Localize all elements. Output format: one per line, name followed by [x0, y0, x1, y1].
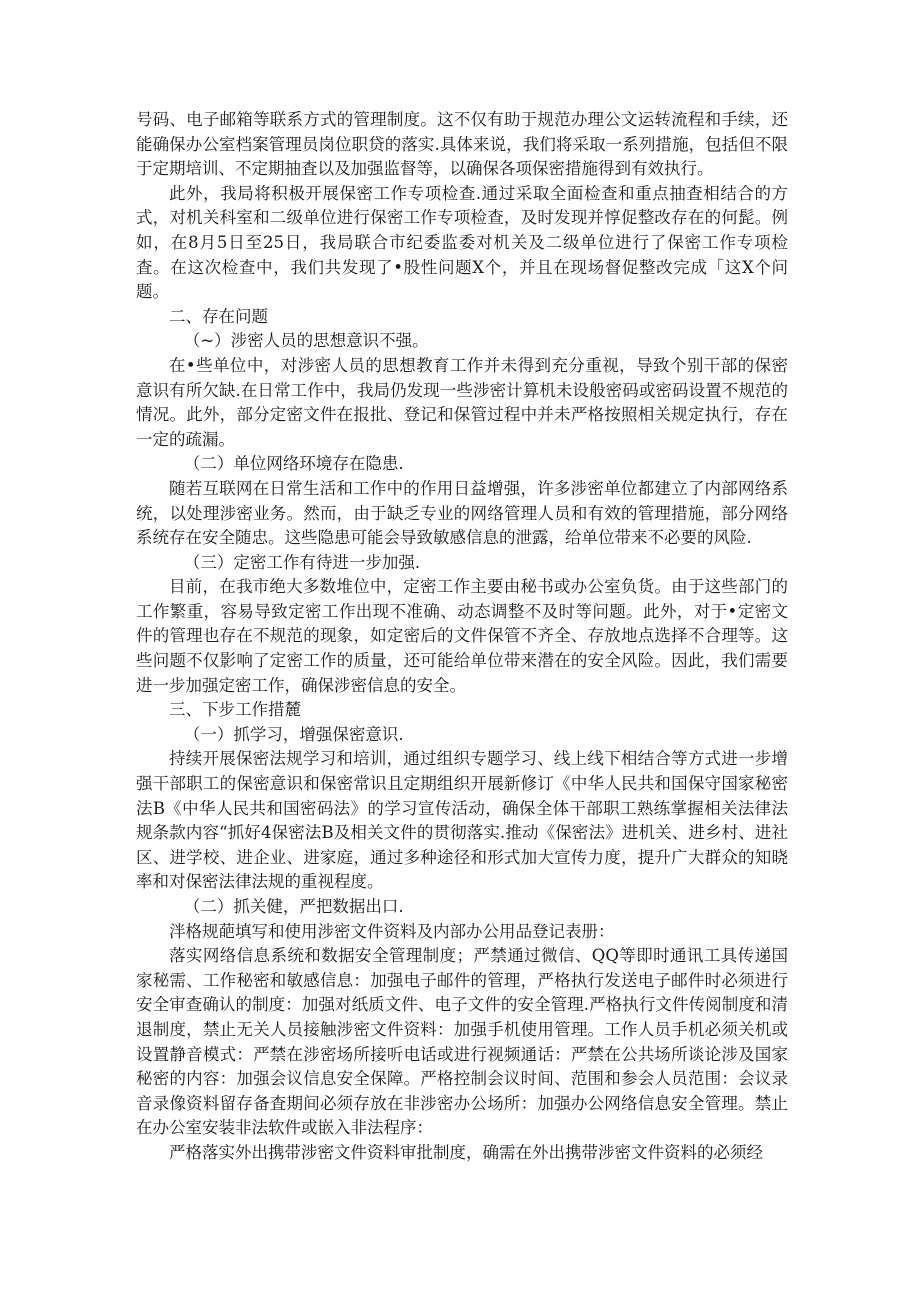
paragraph-classification: 目前，在我市绝大多数堆位中，定密工作主要由秘书或办公室负货。由于这些部门的工作繁重，容易导致定密工作出现不准确、动态调整不及时等问题。此外，对于•定密文件的管理也存在不规范的现象，如定密后的文件保管不齐全、存放地点选择不合理等。这些问题不仅影响了定密工作的质量，还可能给单位带来潜在的安全风险。因此，我们需要进一步加强定密工作，确保涉密信息的安全。: [136, 577, 788, 695]
subheading-data-export: （二）抓关健，严把数据出口.: [183, 897, 404, 916]
section-heading-problems: 二、存在问题: [169, 306, 268, 326]
paragraph-registration: 泮格规葩填写和使用涉密文件资料及内部办公用品登记表册：: [169, 921, 615, 941]
subheading-awareness: （~）涉密人员的思想意识不强。: [183, 331, 429, 351]
paragraph-awareness: 在•些单位中，对涉密人员的思想教育工作并未得到充分重视，导致个别干部的保密意识有所欠缺.在日常工作中，我局仍发现一些涉密计算机未设般密码或密码设置不规范的情况。此外，部分定密文件在报批、登记和保管过程中并未严格按照相关规定执行，存在一定的疏漏。: [136, 355, 788, 449]
paragraph-network: 随若互联网在日常生活和工作中的作用日益增强，许多涉密单位都建立了内部网络系统，以处理涉密业务。然而，由于缺乏专业的网络管理人员和有效的管理措施，部分网络系统存在安全随忠。这些隐患可能会导致敏感信息的泄露，给单位带来不必要的风险.: [136, 478, 788, 548]
paragraph-carry-approval: 严格落实外出携带涉密文件资料审批制度，确需在外出携带涉密文件资料的必须经: [169, 1142, 763, 1162]
subheading-classification: （三）定密工作有待进一步加强.: [183, 552, 421, 572]
paragraph-network-security: 落实网络信息系统和数据安全管理制度；严禁通过微信、QQ等即时通讯工具传递国家秘需、工作秘密和敏感信息：加强电子邮件的管理，严格执行发送电子邮件时必须进行安全审查确认的制度：加强对纸质文件、电子文件的安全管理.严格执行文件传阅制度和清退制度，禁止无关人员接触涉密文件资料：加强手机使用管理。工作人员手机必须关机或设置静音模式：严禁在涉密场所接听电话或进行视频通话：严禁在公共场所谈论涉及国家秘密的内容：加强会议信息安全保障。严格控制会议时间、范围和参会人员范围：会议录音录像资料留存备査期间必须存放在非涉密办公场所：加强办公网络信息安全管理。禁止在办公室安装非法软件或嵌入非法程序：: [136, 946, 788, 1138]
subheading-network: （二）单位网络环境存在隐患.: [183, 454, 404, 474]
document-page: [136, 108, 788, 1166]
paragraph-study: 持续开展保密法规学习和培训，通过组织专题学习、线上线下相结合等方式进一步增强干部职工的保密意识和保密常识且定期组织开展新修订《中华人民共和国保守国家秘密法B《中华人民共和国密码法》的学习宣传活动，确保全体干部职工熟练掌握相关法律法规条款内容“抓好4保密法B及相关文件的贯彻落实.推动《保密法》进机关、进乡村、进社区、进学校、进企业、进家庭，通过多种途径和形式加大宣传力度，提升广大群众的知晓率和对保密法律法规的重视程度。: [136, 749, 788, 892]
paragraph-contact-management: 号码、电子邮箱等联系方式的管理制度。这不仅有助于规范办理公文运转流程和手续，还能确保办公室档案管理员岗位职贷的落实.具体来说，我们将采取一系列措施，包括但不限于定期培训、不定期抽査以及加强监督等，以确保各项保密措施得到有效执行。: [136, 110, 788, 179]
subheading-study: （一）抓学习，增强保密意识.: [183, 724, 404, 744]
section-heading-measures: 三、下步工作措麓: [169, 700, 301, 720]
paragraph-special-inspection: 此外，我局将积极开展保密工作专项检查.通过采取全面检查和重点抽査相结合的方式，对机关科室和二级单位进行保密工作专项检查，及时发现并惇促整改存在的何髭。例如，在8月5日至25日，我局联合市纪委监委对机关及二级单位进行了保密工作专项检査。在这次检查中，我们共发现了•股性问题X个，并且在现场督促整改完成「这X个问题。: [136, 183, 788, 302]
